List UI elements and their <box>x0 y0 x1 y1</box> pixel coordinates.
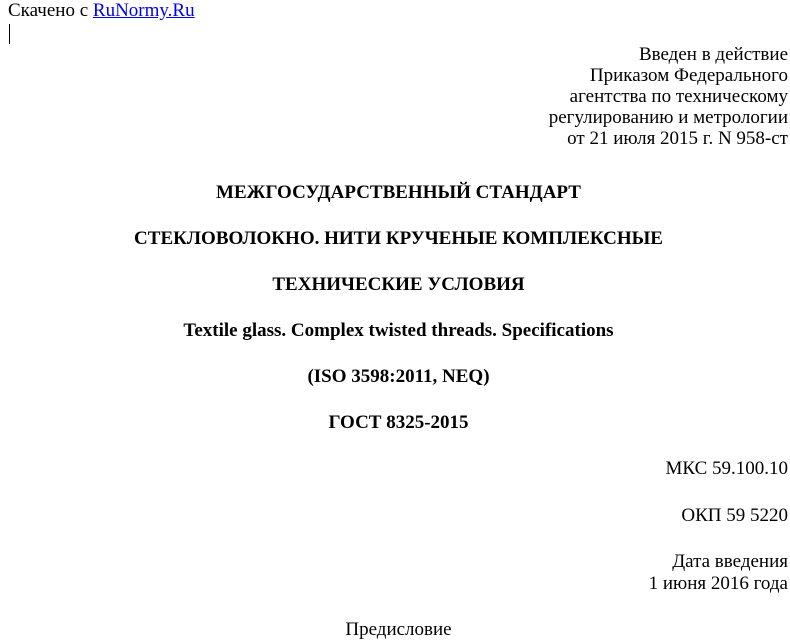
enactment-line: агентства по техническому <box>569 86 788 107</box>
iso-reference: (ISO 3598:2011, NEQ) <box>307 366 490 387</box>
english-title: Textile glass. Complex twisted threads. Specifications <box>183 320 614 341</box>
foreword-heading: Предисловие <box>345 619 452 640</box>
enactment-line: регулированию и метрологии <box>548 107 788 128</box>
standard-type-heading: МЕЖГОСУДАРСТВЕННЫЙ СТАНДАРТ <box>216 182 581 203</box>
enactment-block <box>549 44 788 149</box>
effective-date-label: Дата введения <box>672 551 788 572</box>
enactment-line: от 21 июля 2015 г. N 958-ст <box>567 128 788 149</box>
runormy-link[interactable]: RuNormy.Ru <box>92 0 195 21</box>
mks-code: МКС 59.100.10 <box>665 458 788 479</box>
enactment-line: Введен в действие <box>638 44 788 65</box>
document-subtitle: ТЕХНИЧЕСКИЕ УСЛОВИЯ <box>272 274 525 295</box>
enactment-line: Приказом Федерального <box>589 65 788 86</box>
document-title: СТЕКЛОВОЛОКНО. НИТИ КРУЧЕНЫЕ КОМПЛЕКСНЫЕ <box>134 228 663 249</box>
text-cursor <box>9 24 10 44</box>
source-line <box>8 0 195 22</box>
gost-number: ГОСТ 8325-2015 <box>328 412 469 433</box>
okp-code: ОКП 59 5220 <box>681 505 788 526</box>
source-prefix: Скачено с <box>8 0 93 21</box>
effective-date: 1 июня 2016 года <box>648 573 788 594</box>
